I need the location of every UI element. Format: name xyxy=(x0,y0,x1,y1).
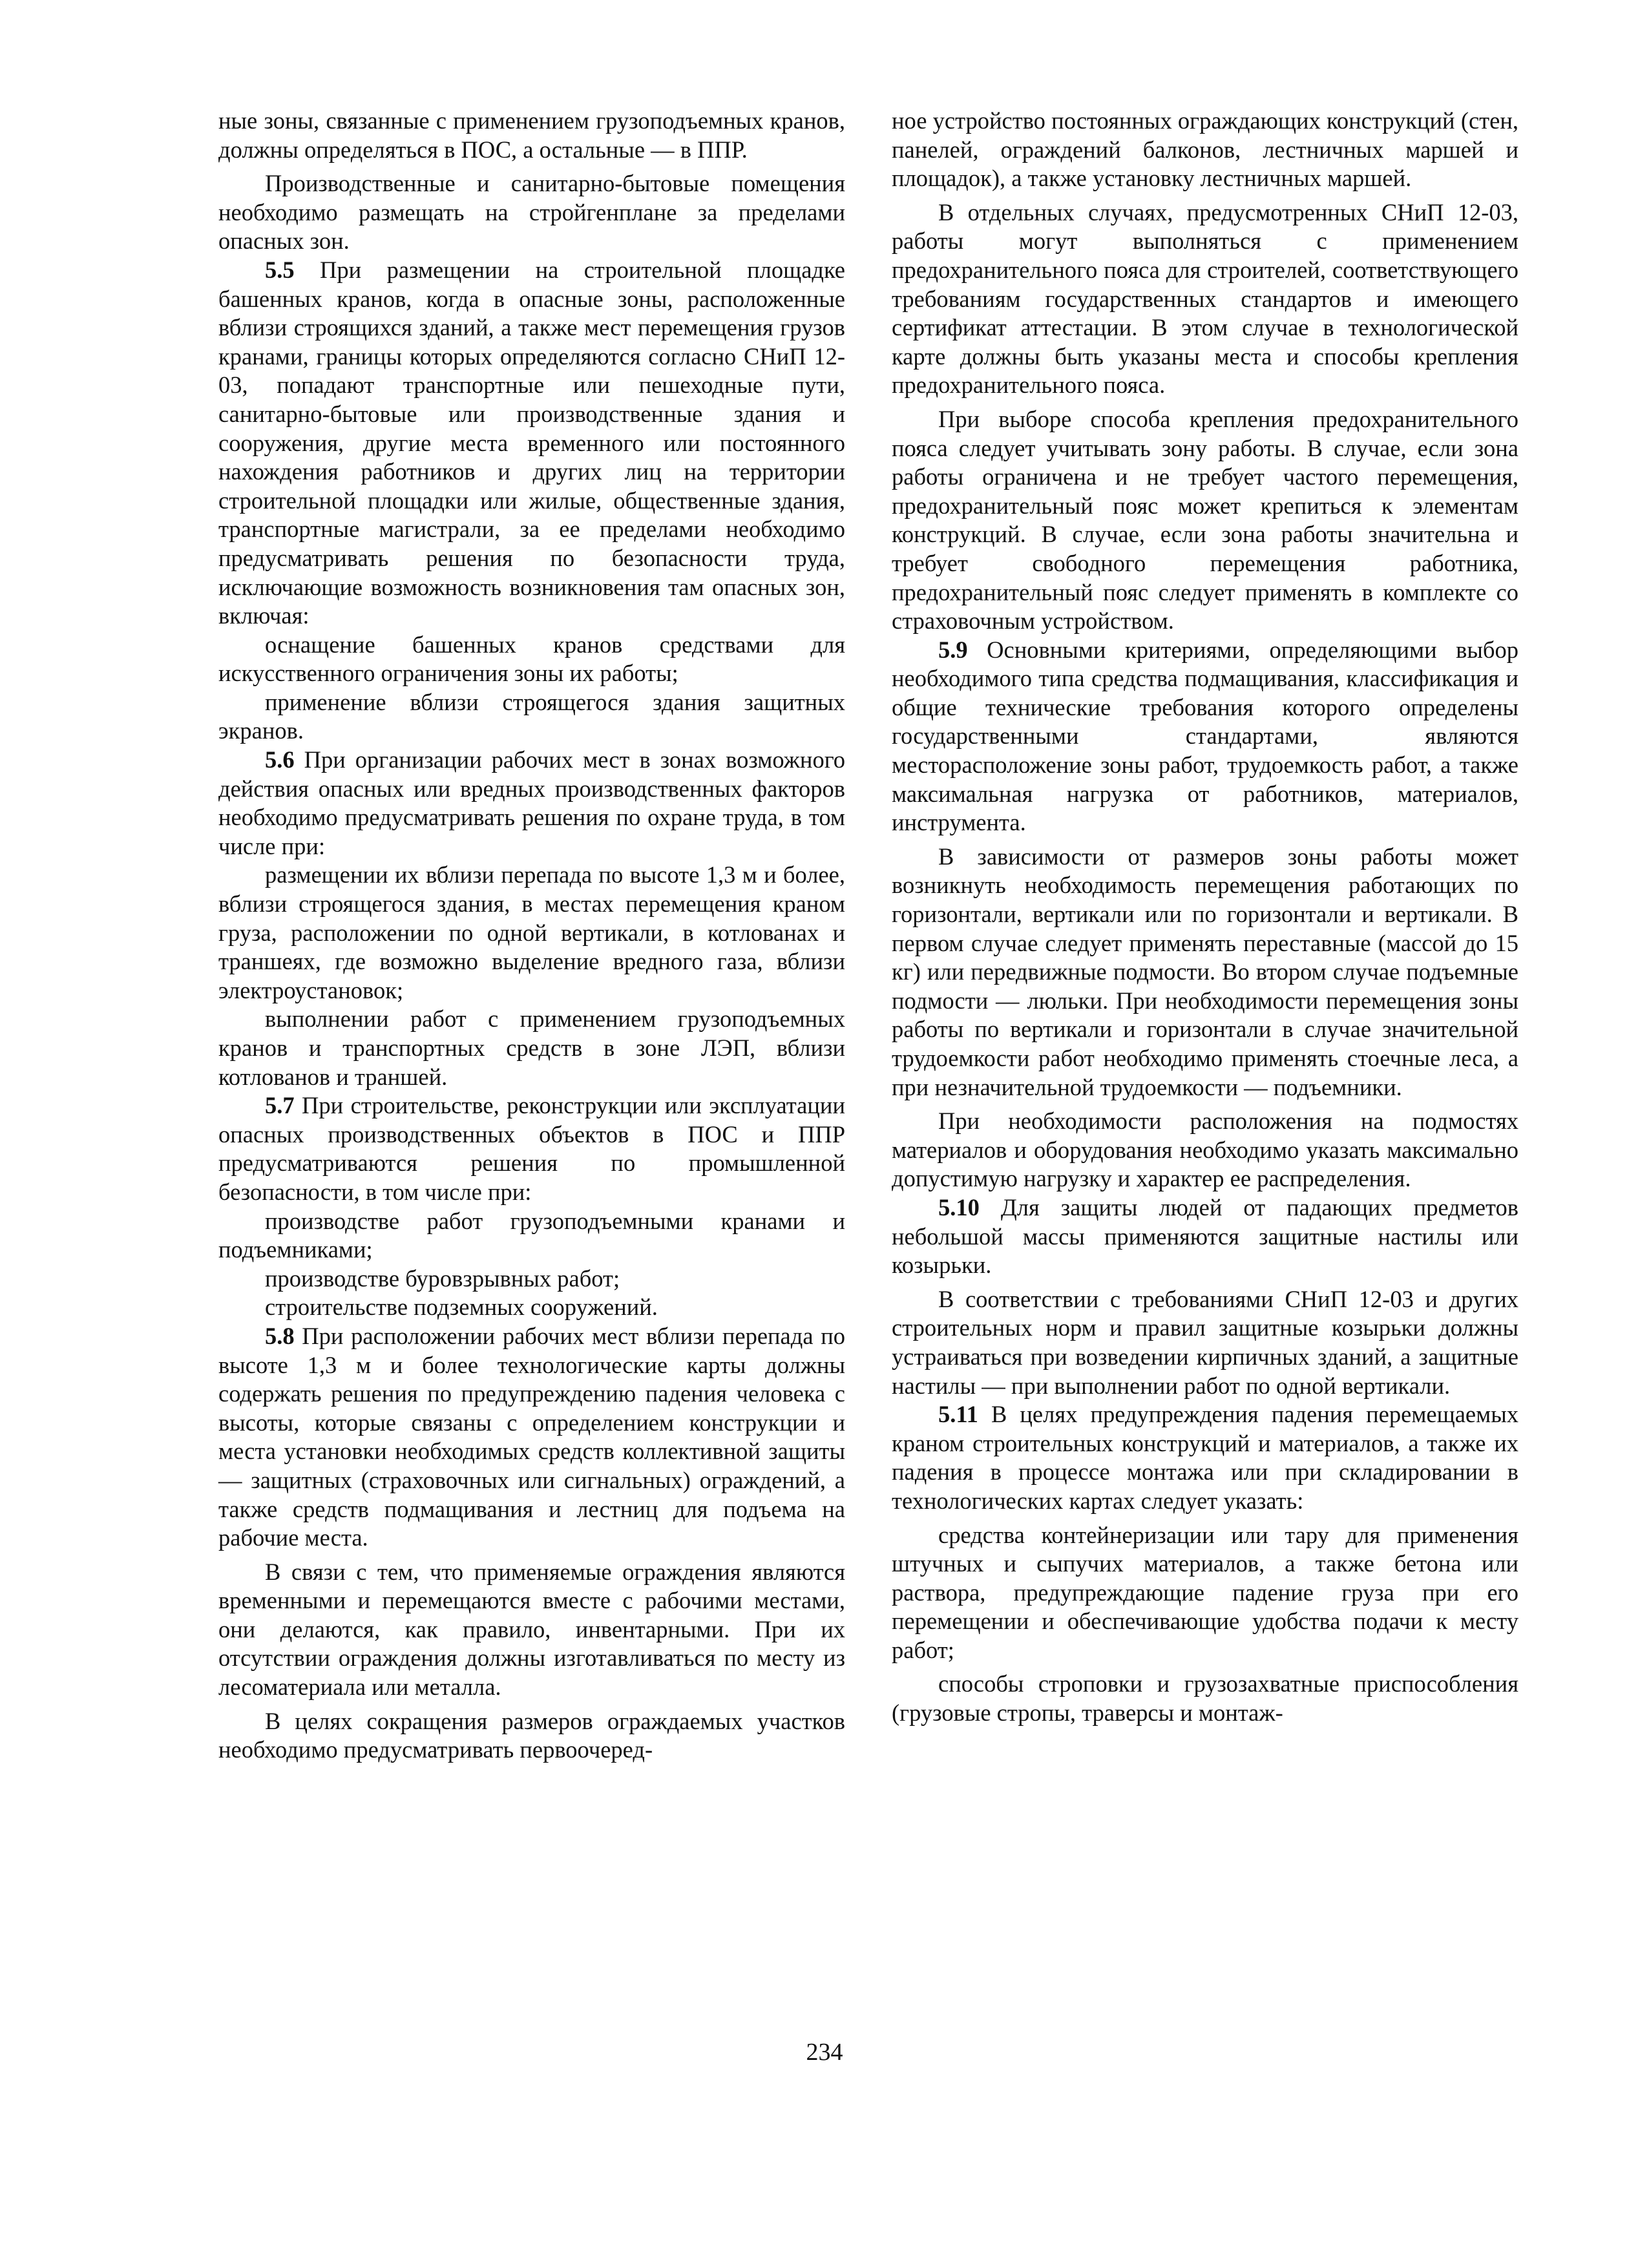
paragraph-text: Для защиты людей от падающих предметов небольшой массы применяются защитные настилы или козырьки. xyxy=(892,1193,1518,1279)
paragraph xyxy=(892,1193,1518,1280)
paragraph-text: Основными критериями, определяющими выбор необходимого типа средства подмащивания, классификация и общие технические требования которого определены государственными стандартами, являются месторасположение зоны работ, трудоемкость работ, а также максимальная нагрузка от работников, материалов, инструмента. xyxy=(892,636,1518,836)
paragraph xyxy=(892,1521,1518,1665)
paragraph xyxy=(218,631,845,688)
paragraph-text: В связи с тем, что применяемые ограждения являются временными и перемещаются вместе с рабочими местами, они делаются, как правило, инвентарными. При их отсутствии ограждения должны изготавливаться по месту из лесоматериала или металла. xyxy=(218,1558,845,1701)
paragraph xyxy=(218,107,845,164)
paragraph xyxy=(218,688,845,746)
paragraph xyxy=(218,746,845,861)
paragraph-text: размещении их вблизи перепада по высоте 1,3 м и более, вблизи строящегося здания, в местах перемещения краном груза, расположении по одной вертикали, в котлованах и траншеях, где возможно выделение вредного газа, вблизи электроустановок; xyxy=(218,861,845,1003)
paragraph xyxy=(892,1670,1518,1727)
paragraph-text: При необходимости расположения на подмостях материалов и оборудования необходимо указать максимально допустимую нагрузку и характер ее распределения. xyxy=(892,1108,1518,1192)
paragraph-text: В целях предупреждения падения перемещаемых краном строительных конструкций и материалов, а также их падения в процессе монтажа или при складировании в технологических картах следует указать: xyxy=(892,1401,1518,1514)
paragraph-text: оснащение башенных кранов средствами для искусственного ограничения зоны их работы; xyxy=(218,631,845,687)
paragraph-text: В отдельных случаях, предусмотренных СНиП 12-03, работы могут выполняться с применением предохранительного пояса для строителей, соответствующего требованиям государственных стандартов и имеющего сертификат аттестации. В этом случае в технологической карте должны быть указаны места и способы крепления предохранительного пояса. xyxy=(892,198,1518,399)
paragraph-text: В зависимости от размеров зоны работы может возникнуть необходимость перемещения работающих по горизонтали, вертикали или по горизонтали и вертикали. В первом случае следует применять переставные (массой до 15 кг) или передвижные подмости. Во втором случае подъемные подмости — люльки. При необходимости перемещения зоны работы по вертикали и горизонтали в случае значительной трудоемкости работ необходимо применять стоечные леса, а при незначительной трудоемкости — подъемники. xyxy=(892,843,1518,1100)
paragraph xyxy=(892,107,1518,193)
clause-number: 5.10 xyxy=(938,1193,980,1221)
page-number: 234 xyxy=(806,2039,843,2066)
clause-number: 5.8 xyxy=(265,1322,295,1349)
right-column xyxy=(892,107,1518,1728)
paragraph-text: строительстве подземных сооружений. xyxy=(265,1294,658,1321)
paragraph xyxy=(218,1558,845,1702)
paragraph-text: применение вблизи строящегося здания защитных экранов. xyxy=(218,688,845,744)
paragraph xyxy=(218,256,845,631)
paragraph-text: При строительстве, реконструкции или эксплуатации опасных производственных объектов в ПОС и ППР предусматриваются решения по промышленной безопасности, в том числе при: xyxy=(218,1092,845,1205)
paragraph-text: способы строповки и грузозахватные приспособления (грузовые стропы, траверсы и монтаж- xyxy=(892,1670,1518,1727)
paragraph-text: ные зоны, связанные с применением грузоподъемных кранов, должны определяться в ПОС, а остальные — в ППР. xyxy=(218,107,845,163)
paragraph-text: производстве работ грузоподъемными кранами и подъемниками; xyxy=(218,1207,845,1263)
paragraph xyxy=(218,1207,845,1265)
paragraph xyxy=(892,843,1518,1102)
paragraph xyxy=(892,1285,1518,1400)
paragraph xyxy=(218,1005,845,1091)
paragraph xyxy=(218,1091,845,1206)
paragraph-text: Производственные и санитарно-бытовые помещения необходимо размещать на стройгенплане за пределами опасных зон. xyxy=(218,170,845,255)
paragraph-text: производстве буровзрывных работ; xyxy=(265,1265,620,1292)
paragraph-text: В целях сокращения размеров ограждаемых участков необходимо предусматривать первоочеред- xyxy=(218,1707,845,1763)
paragraph xyxy=(892,1400,1518,1515)
clause-number: 5.6 xyxy=(265,746,295,773)
paragraph-text: выполнении работ с применением грузоподъемных кранов и транспортных средств в зоне ЛЭП, вблизи котлованов и траншей. xyxy=(218,1005,845,1090)
paragraph xyxy=(218,169,845,256)
paragraph xyxy=(892,405,1518,636)
paragraph xyxy=(218,1322,845,1553)
clause-number: 5.9 xyxy=(938,636,968,663)
paragraph-text: При организации рабочих мест в зонах возможного действия опасных или вредных производственных факторов необходимо предусматривать решения по охране труда, в том числе при: xyxy=(218,746,845,859)
paragraph-text: При расположении рабочих мест вблизи перепада по высоте 1,3 м и более технологические карты должны содержать решения по предупреждению падения человека с высоты, которые связаны с определением конструкции и места установки необходимых средств коллективной защиты — защитных (страховочных или сигнальных) ограждений, а также средств подмащивания и лестниц для подъема на рабочие места. xyxy=(218,1322,845,1551)
paragraph-text: средства контейнеризации или тару для применения штучных и сыпучих материалов, а также бетона или раствора, предупреждающие падение груза при его перемещении и обеспечивающие удобства подачи к месту работ; xyxy=(892,1521,1518,1663)
paragraph-text: В соответствии с требованиями СНиП 12-03 и других строительных норм и правил защитные козырьки должны устраиваться при возведении кирпичных зданий, а защитные настилы — при выполнении работ по одной вертикали. xyxy=(892,1285,1518,1399)
clause-number: 5.7 xyxy=(265,1092,295,1119)
paragraph xyxy=(218,1293,845,1322)
paragraph xyxy=(218,1707,845,1765)
clause-number: 5.11 xyxy=(938,1401,978,1428)
paragraph xyxy=(218,1265,845,1294)
paragraph xyxy=(892,198,1518,400)
left-column xyxy=(218,107,845,1765)
paragraph-text: ное устройство постоянных ограждающих конструкций (стен, панелей, ограждений балконов, лестничных маршей и площадок), а также установку лестничных маршей. xyxy=(892,107,1518,192)
paragraph xyxy=(892,636,1518,837)
paragraph xyxy=(218,861,845,1005)
paragraph xyxy=(892,1107,1518,1193)
paragraph-text: При выборе способа крепления предохранительного пояса следует учитывать зону работы. В случае, если зона работы ограничена и не требует частого перемещения, предохранительный пояс может крепиться к элементам конструкций. В случае, если зона работы значительна и требует свободного перемещения работника, предохранительный пояс следует применять в комплекте со страховочным устройством. xyxy=(892,405,1518,635)
clause-number: 5.5 xyxy=(265,256,295,283)
paragraph-text: При размещении на строительной площадке башенных кранов, когда в опасные зоны, расположенные вблизи строящихся зданий, а также мест перемещения грузов кранами, границы которых определяются согласно СНиП 12-03, попадают транспортные или пешеходные пути, санитарно-бытовые или производственные здания и сооружения, другие места временного или постоянного нахождения работников и других лиц на территории строительной площадки или жилые, общественные здания, транспортные магистрали, за ее пределами необходимо предусматривать решения по безопасности труда, исключающие возможность возникновения там опасных зон, включая: xyxy=(218,256,845,629)
